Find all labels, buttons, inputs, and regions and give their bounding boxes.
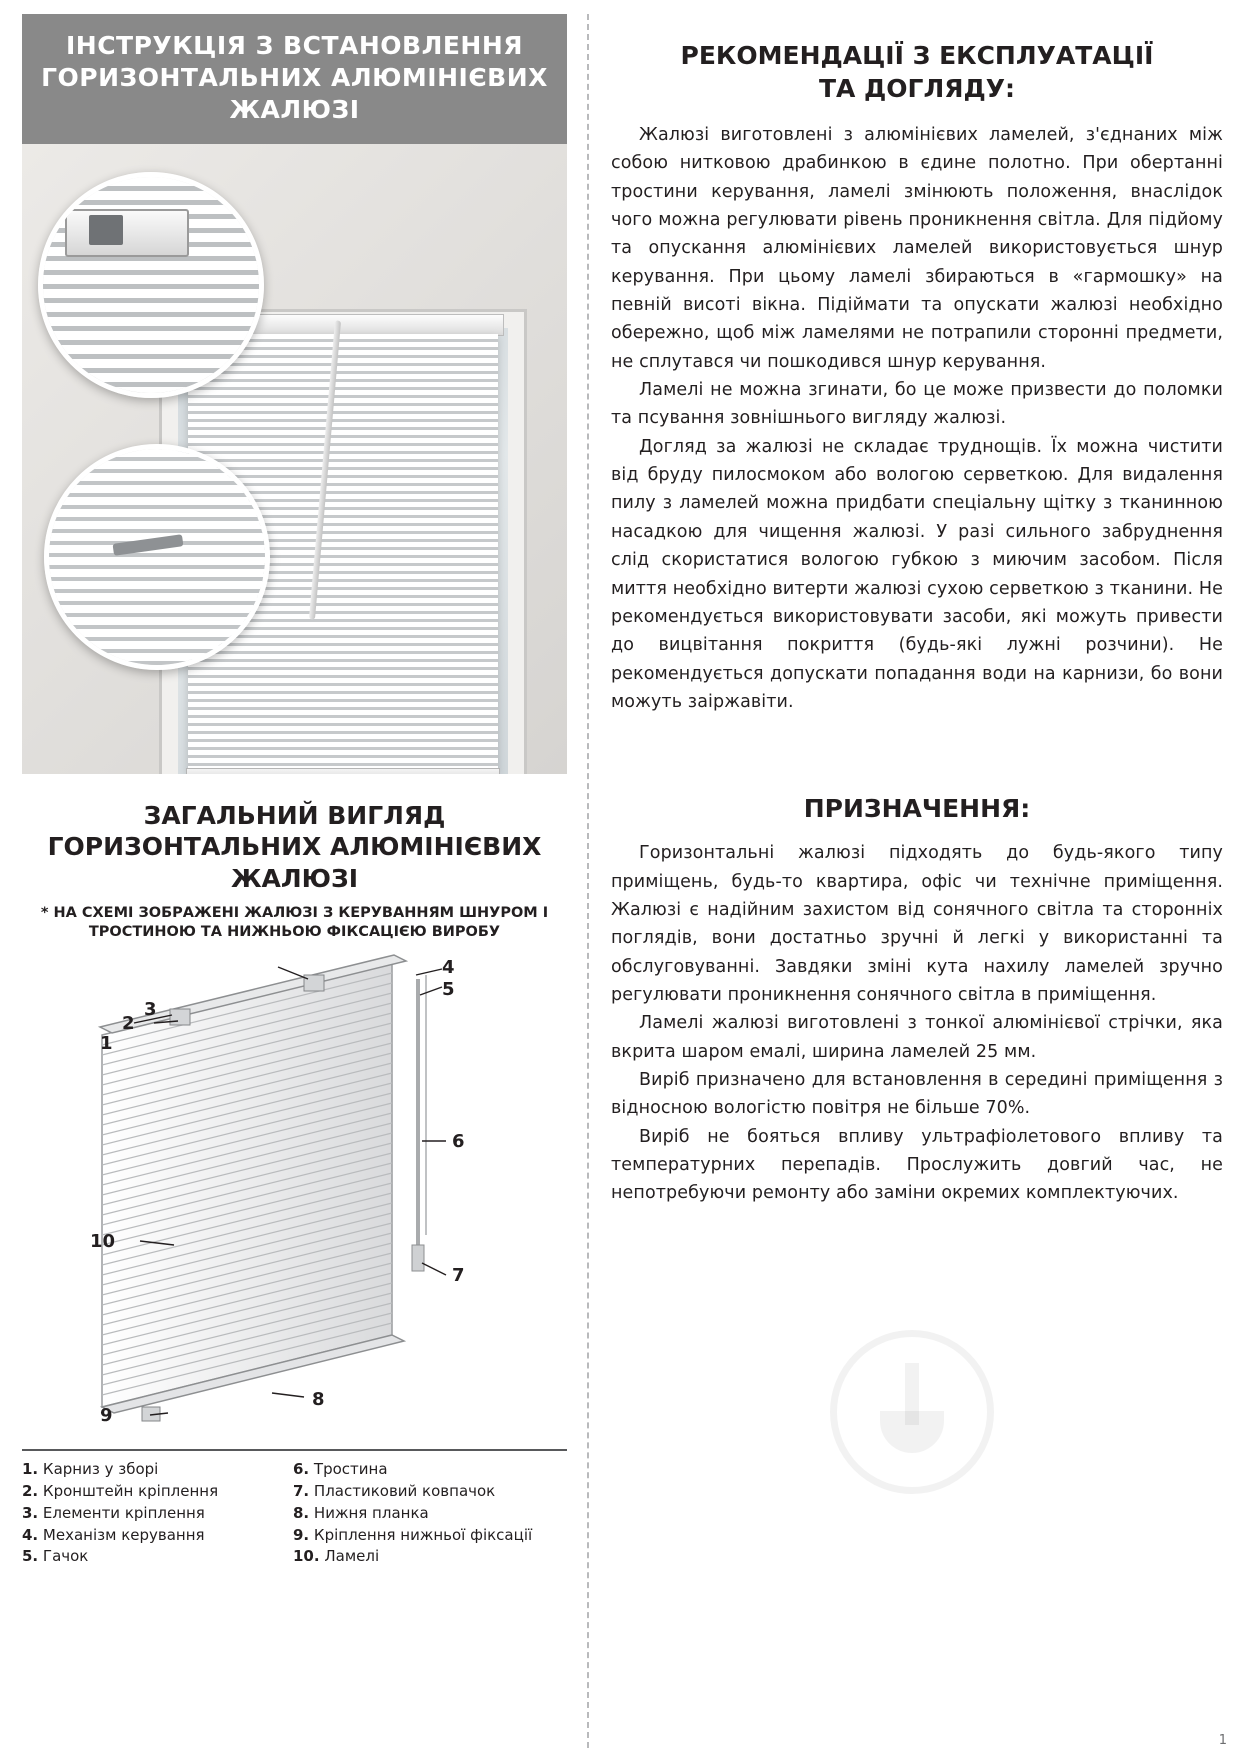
overview-title [22, 800, 567, 894]
list-item [22, 1546, 277, 1568]
callout-3: 3 [144, 999, 157, 1021]
legend-number: 4. [22, 1525, 39, 1544]
legend-number: 5. [22, 1547, 39, 1566]
paragraph: Жалюзі виготовлені з алюмінієвих ламелей, з'єднаних між собою нитковою драбинкою в єдине полотно. При обертанні тростини керування, ламелі змінюють положення, внаслідок чого можна регулювати рівень проникнення світла. Для підйому та опускання алюмінієвих ламелей використовується шнур керування. При цьому ламелі збираються в «гармошку» на певній висоті вікна. Підіймати та опускати жалюзі необхідно обережно, щоб між ламелями не потрапили сторонні предмети, не сплутався чи пошкодився шнур керування. [611, 125, 1223, 372]
installation-photo [22, 144, 567, 774]
callout-10: 10 [90, 1231, 116, 1253]
list-item [293, 1503, 532, 1525]
installation-header-line1: ІНСТРУКЦІЯ З ВСТАНОВЛЕННЯ [65, 31, 524, 60]
legend-number: 10. [293, 1547, 320, 1566]
overview-subtitle [36, 904, 553, 942]
legend-label: Карниз у зборі [42, 1460, 159, 1479]
paragraph: Ламелі не можна згинати, бо це може призвести до поломки та псування зовнішнього вигляду жалюзі. [611, 380, 1223, 429]
legend-label: Нижня планка [313, 1503, 429, 1522]
list-item [22, 1459, 277, 1481]
blind-bottom-rail [186, 768, 500, 774]
blind-diagram-svg [22, 945, 567, 1445]
recommendations-title-line2: ТА ДОГЛЯДУ: [818, 73, 1016, 103]
installation-header [22, 14, 567, 144]
list-item [293, 1546, 532, 1568]
legend-label: Кріплення нижньої фіксації [313, 1525, 533, 1544]
overview-title-line1: ЗАГАЛЬНИЙ ВИГЛЯД [143, 801, 446, 830]
legend-number: 1. [22, 1460, 39, 1479]
callout-5: 5 [442, 979, 455, 1001]
legend-number: 6. [293, 1460, 310, 1479]
list-item [22, 1481, 277, 1503]
legend-number: 2. [22, 1482, 39, 1501]
legend-column-2 [293, 1459, 532, 1568]
callout-2: 2 [122, 1013, 135, 1035]
recommendations-title-line1: РЕКОМЕНДАЦІЇ З ЕКСПЛУАТАЦІЇ [680, 41, 1154, 70]
list-item [22, 1525, 277, 1547]
purpose-body [611, 839, 1223, 1207]
callout-7: 7 [452, 1265, 465, 1287]
callout-9: 9 [100, 1405, 113, 1427]
paragraph: Горизонтальні жалюзі підходять до будь-якого типу приміщень, будь-то квартира, офіс чи технічне приміщення. Жалюзі є надійним захистом від сонячного світла та сторонніх поглядів, вони достатньо зручні й легкі у використанні та обслуговуванні. Завдяки зміні кута нахилу ламелей зручно регулювати проникнення сонячного світла в приміщення. [611, 843, 1223, 1005]
legend-number: 3. [22, 1503, 39, 1522]
paragraph: Ламелі жалюзі виготовлені з тонкої алюмінієвої стрічки, яка вкрита шаром емалі, ширина ламелей 25 мм. [611, 1013, 1223, 1062]
legend-label: Механізм керування [42, 1525, 205, 1544]
overview-subtitle-line2: ТРОСТИНОЮ ТА НИЖНЬОЮ ФІКСАЦІЄЮ ВИРОБУ [88, 923, 501, 940]
left-column [22, 14, 567, 1748]
overview-title-line2: ГОРИЗОНТАЛЬНИХ АЛЮМІНІЄВИХ [47, 832, 542, 862]
recommendations-body [611, 121, 1223, 716]
zoom-detail-top [38, 172, 264, 398]
legend-label: Пластиковий ковпачок [313, 1482, 496, 1501]
overview-subtitle-line1: * НА СХЕМІ ЗОБРАЖЕНІ ЖАЛЮЗІ З КЕРУВАННЯМ ШНУРОМ І [40, 904, 549, 921]
legend-label: Ламелі [324, 1547, 380, 1566]
purpose-title: ПРИЗНАЧЕННЯ: [803, 794, 1031, 824]
callout-4: 4 [442, 957, 455, 979]
legend-label: Кронштейн кріплення [42, 1482, 219, 1501]
legend-label: Тростина [313, 1460, 388, 1479]
installation-header-line3: ЖАЛЮЗІ [229, 95, 360, 124]
page-number: 1 [1218, 1733, 1227, 1748]
legend-number: 8. [293, 1503, 310, 1522]
zoom-detail-bottom [44, 444, 270, 670]
callout-8: 8 [312, 1389, 325, 1411]
legend-column-1 [22, 1459, 277, 1568]
legend-number: 9. [293, 1525, 310, 1544]
legend-label: Елементи кріплення [42, 1503, 205, 1522]
paragraph: Догляд за жалюзі не складає труднощів. Їх можна чистити від бруду пилосмоком або вологою серветкою. Для видалення пилу з ламелей можна придбати спеціальну щітку з тканинною насадкою для чищення жалюзі. У разі сильного забруднення слід скористатися вологою губкою з миючим засобом. Після миття необхідно витерти жалюзі сухою серветкою з тканини. Не рекомендується використовувати засоби, які можуть привести до вицвітання покриття (будь-які лужні розчини). Не рекомендується допускати попадання води на карнизи, бо вони можуть заіржавіти. [611, 436, 1223, 712]
callout-1: 1 [100, 1033, 113, 1055]
diagram-legend [22, 1449, 567, 1568]
right-column [611, 14, 1223, 1748]
overview-title-line3: ЖАЛЮЗІ [230, 863, 359, 893]
callout-6: 6 [452, 1131, 465, 1153]
column-divider [587, 14, 589, 1748]
list-item [293, 1481, 532, 1503]
blind-diagram [22, 945, 567, 1445]
list-item [293, 1525, 532, 1547]
legend-number: 7. [293, 1482, 310, 1501]
list-item [22, 1503, 277, 1525]
recommendations-title [611, 40, 1223, 105]
paragraph: Виріб не бояться впливу ультрафіолетового впливу та температурних перепадів. Прослужить довгий час, не непотребуючи ремонту або заміни окремих комплектуючих. [611, 1126, 1223, 1204]
list-item [293, 1459, 532, 1481]
paragraph: Виріб призначено для встановлення в середині приміщення з відносною вологістю повітря не більше 70%. [611, 1069, 1223, 1119]
installation-header-line2: ГОРИЗОНТАЛЬНИХ АЛЮМІНІЄВИХ [41, 63, 548, 92]
legend-label: Гачок [42, 1547, 89, 1566]
